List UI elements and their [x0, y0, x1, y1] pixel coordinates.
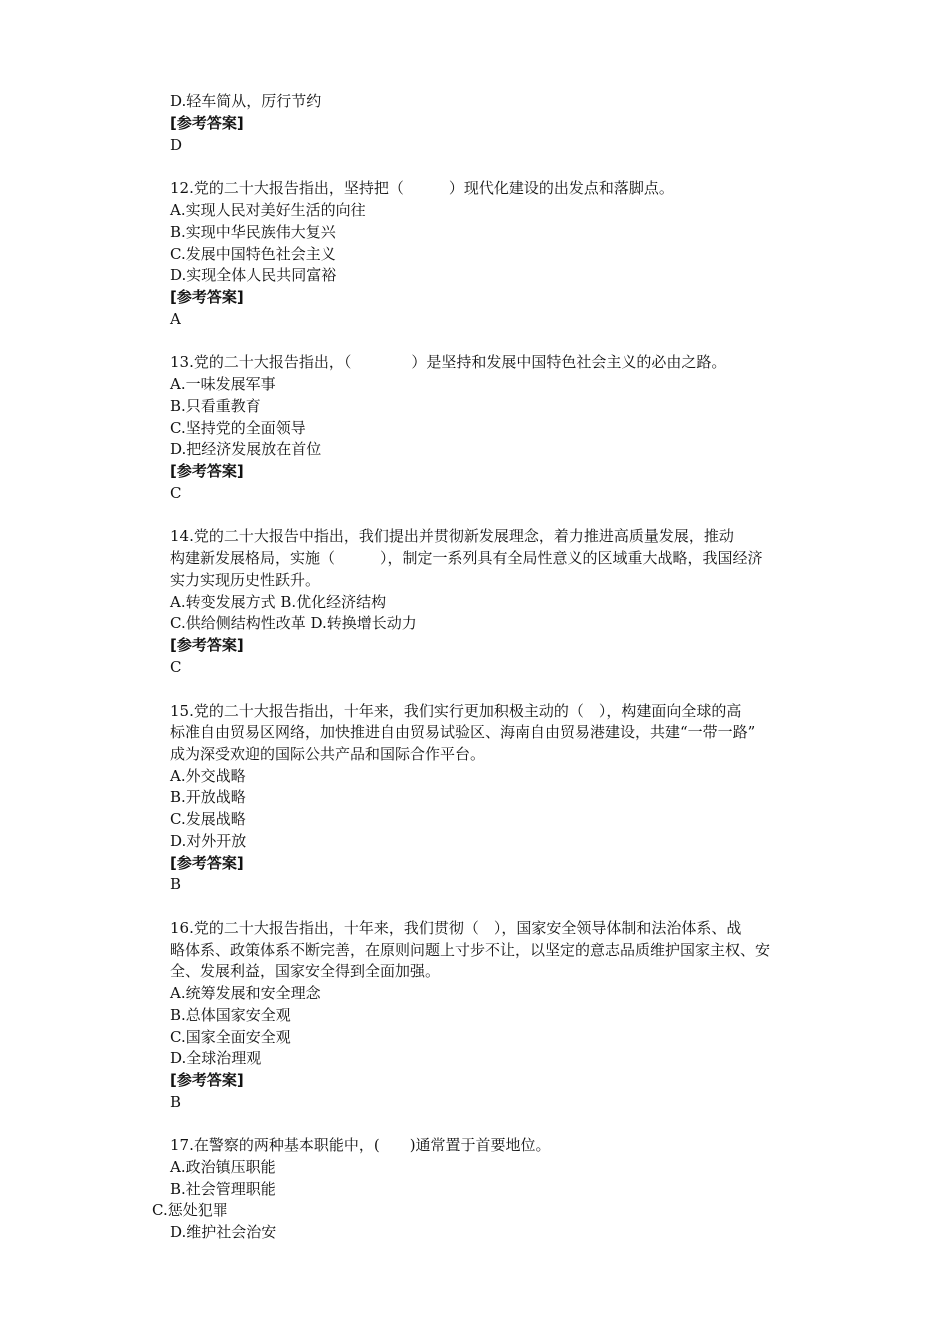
- option-c: C.坚持党的全面领导: [170, 419, 306, 437]
- question-stem-12: 12.党的二十大报告指出，坚持把（ ）现代化建设的出发点和落脚点。: [170, 179, 674, 197]
- option-c: C.发展中国特色社会主义: [170, 245, 336, 263]
- question-stem-14-line-1: 14.党的二十大报告中指出，我们提出并贯彻新发展理念，着力推进高质量发展，推动: [170, 527, 734, 545]
- option-b: B.社会管理职能: [170, 1180, 276, 1198]
- answer-label: [参考答案]: [170, 288, 244, 306]
- option-c: C.国家全面安全观: [170, 1028, 291, 1046]
- question-stem-15-line-3: 成为深受欢迎的国际公共产品和国际合作平台。: [170, 745, 486, 763]
- question-stem-17: 17.在警察的两种基本职能中，( )通常置于首要地位。: [170, 1136, 551, 1154]
- option-d: D.把经济发展放在首位: [170, 440, 322, 458]
- option-a: A.外交战略: [170, 767, 246, 785]
- answer-label: [参考答案]: [170, 462, 244, 480]
- question-stem-13: 13.党的二十大报告指出，（ ）是坚持和发展中国特色社会主义的必由之路。: [170, 353, 727, 371]
- option-a: A.统筹发展和安全理念: [170, 984, 321, 1002]
- answer-label: [参考答案]: [170, 114, 244, 132]
- option-b: B.总体国家安全观: [170, 1006, 291, 1024]
- answer-value: B: [170, 875, 182, 893]
- option-d: D.实现全体人民共同富裕: [170, 266, 337, 284]
- option-c: C.惩处犯罪: [152, 1201, 228, 1219]
- question-stem-16-line-3: 全、发展利益，国家安全得到全面加强。: [170, 962, 441, 980]
- option-b: B.实现中华民族伟大复兴: [170, 223, 336, 241]
- answer-label: [参考答案]: [170, 636, 244, 654]
- question-stem-14-line-3: 实力实现历史性跃升。: [170, 571, 321, 589]
- answer-value: C: [170, 658, 182, 676]
- option-c-d: C.供给侧结构性改革 D.转换增长动力: [170, 614, 417, 632]
- option-a: A.一味发展军事: [170, 375, 276, 393]
- answer-value: A: [170, 310, 181, 328]
- answer-label: [参考答案]: [170, 1071, 244, 1089]
- option-d: D.全球治理观: [170, 1049, 262, 1067]
- question-stem-14-line-2: 构建新发展格局，实施（ ），制定一系列具有全局性意义的区域重大战略，我国经济: [170, 549, 763, 567]
- answer-label: [参考答案]: [170, 854, 244, 872]
- option-a: A.政治镇压职能: [170, 1158, 276, 1176]
- option-d: D.对外开放: [170, 832, 247, 850]
- option-b: B.开放战略: [170, 788, 246, 806]
- option-b: B.只看重教育: [170, 397, 261, 415]
- question-stem-16-line-2: 略体系、政策体系不断完善，在原则问题上寸步不让，以坚定的意志品质维护国家主权、安: [170, 941, 771, 959]
- question-stem-16-line-1: 16.党的二十大报告指出，十年来，我们贯彻（ ），国家安全领导体制和法治体系、战: [170, 919, 742, 937]
- question-stem-15-line-1: 15.党的二十大报告指出，十年来，我们实行更加积极主动的（ ），构建面向全球的高: [170, 702, 742, 720]
- answer-value: B: [170, 1093, 182, 1111]
- option-a-b: A.转变发展方式 B.优化经济结构: [170, 593, 387, 611]
- option-d: D.轻车简从，厉行节约: [170, 92, 322, 110]
- option-d: D.维护社会治安: [170, 1223, 277, 1241]
- answer-value: C: [170, 484, 182, 502]
- option-a: A.实现人民对美好生活的向往: [170, 201, 366, 219]
- option-c: C.发展战略: [170, 810, 246, 828]
- question-stem-15-line-2: 标准自由贸易区网络，加快推进自由贸易试验区、海南自由贸易港建设，共建“一带一路”: [170, 723, 756, 741]
- answer-value: D: [170, 136, 183, 154]
